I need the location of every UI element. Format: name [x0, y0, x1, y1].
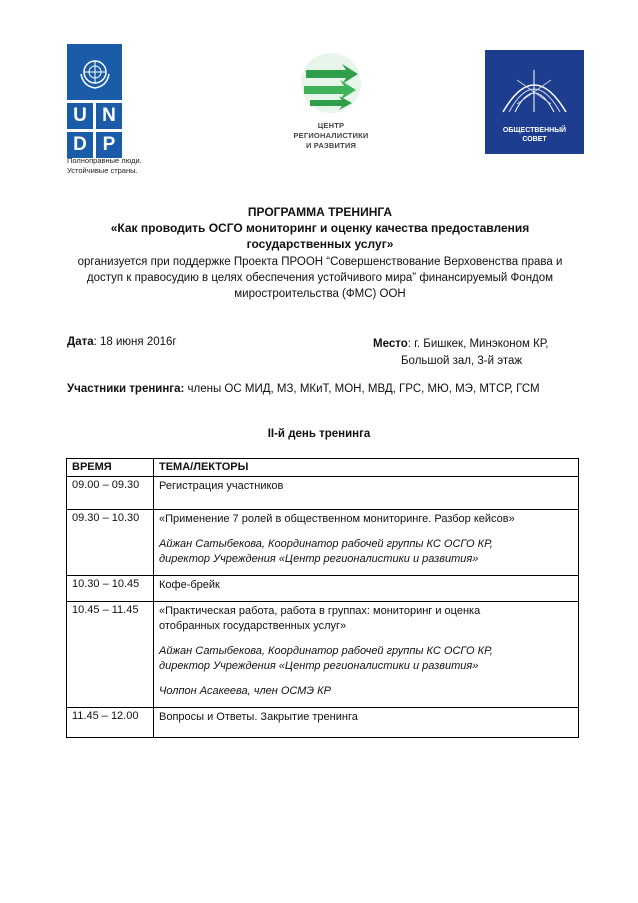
- date-value: : 18 июня 2016г: [93, 336, 177, 348]
- table-row: [67, 576, 579, 602]
- organizer-line: организуется при поддержке Проекта ПРООН “Совершенствование Верховенства права и: [77, 256, 563, 268]
- council-logo-line: СОВЕТ: [522, 136, 547, 143]
- arrows-globe-icon: [298, 50, 364, 116]
- topic-cell: [154, 576, 579, 602]
- time-cell: 11.45 – 12.00: [67, 708, 154, 738]
- participants-value: члены ОС МИД, МЗ, МКиТ, МОН, МВД, ГРС, МЮ, МЭ, МТСР, ГСМ: [184, 383, 540, 395]
- center-logo-line: И РАЗВИТИЯ: [305, 141, 357, 150]
- topic-cell: [154, 708, 579, 738]
- lecturer-text: Айжан Сатыбекова, Координатор рабочей группы КС ОСГО КР,: [159, 538, 493, 550]
- topic-text: Вопросы и Ответы. Закрытие тренинга: [159, 711, 358, 723]
- undp-tagline-line: Полноправные люди.: [67, 156, 142, 165]
- place-value-line2: Большой зал, 3-й этаж: [401, 355, 523, 367]
- training-place: [373, 336, 549, 370]
- place-value: : г. Бишкек, Минэконом КР,: [407, 338, 549, 350]
- time-cell: 10.30 – 10.45: [67, 576, 154, 602]
- undp-logo: [67, 44, 122, 158]
- program-title: ПРОГРАММА ТРЕНИНГА: [247, 205, 393, 219]
- undp-tagline: [67, 156, 142, 176]
- un-emblem-icon: [67, 44, 122, 100]
- time-cell: 09.00 – 09.30: [67, 477, 154, 510]
- council-logo-line: ОБЩЕСТВЕННЫЙ: [502, 127, 567, 134]
- lecturer-text: Айжан Сатыбекова, Координатор рабочей группы КС ОСГО КР,: [159, 645, 493, 657]
- time-cell: 09.30 – 10.30: [67, 510, 154, 576]
- public-council-logo: [485, 50, 584, 154]
- program-subtitle-line: государственных услуг»: [246, 237, 394, 251]
- program-subtitle-line: «Как проводить ОСГО мониторинг и оценку качества предоставления: [110, 221, 530, 235]
- undp-letter: P: [96, 132, 122, 158]
- topic-cell: [154, 477, 579, 510]
- column-header-topic: ТЕМА/ЛЕКТОРЫ: [154, 459, 579, 477]
- topic-text: Регистрация участников: [159, 480, 284, 492]
- table-row: [67, 510, 579, 576]
- table-row: [67, 602, 579, 708]
- topic-text: Кофе-брейк: [159, 579, 220, 591]
- participants: [67, 383, 540, 395]
- undp-letter: D: [67, 132, 93, 158]
- organizer-line: доступ к правосудию в целях обеспечения устойчивого мира” финансируемый Фондом: [86, 272, 554, 284]
- table-header-row: [67, 459, 579, 477]
- topic-text: «Применение 7 ролей в общественном мониторинге. Разбор кейсов»: [159, 513, 515, 525]
- lecturer-text: директор Учреждения «Центр регионалистики и развития»: [159, 553, 479, 565]
- schedule-table: [66, 458, 579, 738]
- table-row: [67, 477, 579, 510]
- table-row: [67, 708, 579, 738]
- council-emblem-icon: [485, 50, 584, 125]
- topic-text: отобранных государственных услуг»: [159, 620, 347, 632]
- undp-tagline-line: Устойчивые страны.: [67, 166, 138, 175]
- day-title: II-й день тренинга: [267, 428, 371, 440]
- lecturer-text: директор Учреждения «Центр регионалистики и развития»: [159, 660, 479, 672]
- participants-label: Участники тренинга:: [67, 383, 185, 395]
- training-date: [67, 336, 177, 348]
- undp-letter: U: [67, 103, 93, 129]
- time-cell: 10.45 – 11.45: [67, 602, 154, 708]
- topic-cell: [154, 602, 579, 708]
- organizer-text: [60, 254, 580, 302]
- place-label: Место: [373, 338, 408, 350]
- center-logo-line: ЦЕНТР: [317, 121, 345, 130]
- center-logo-line: РЕГИОНАЛИСТИКИ: [293, 131, 369, 140]
- topic-text: «Практическая работа, работа в группах: мониторинг и оценка: [159, 605, 481, 617]
- organizer-line: миростроительства (ФМС) ООН: [234, 288, 406, 300]
- date-label: Дата: [67, 336, 94, 348]
- program-header: [60, 204, 580, 302]
- column-header-time: ВРЕМЯ: [67, 459, 154, 477]
- lecturer-text: Чолпон Асакеева, член ОСМЭ КР: [159, 685, 331, 697]
- center-regionalistics-logo: [286, 50, 376, 151]
- undp-letter: N: [96, 103, 122, 129]
- topic-cell: [154, 510, 579, 576]
